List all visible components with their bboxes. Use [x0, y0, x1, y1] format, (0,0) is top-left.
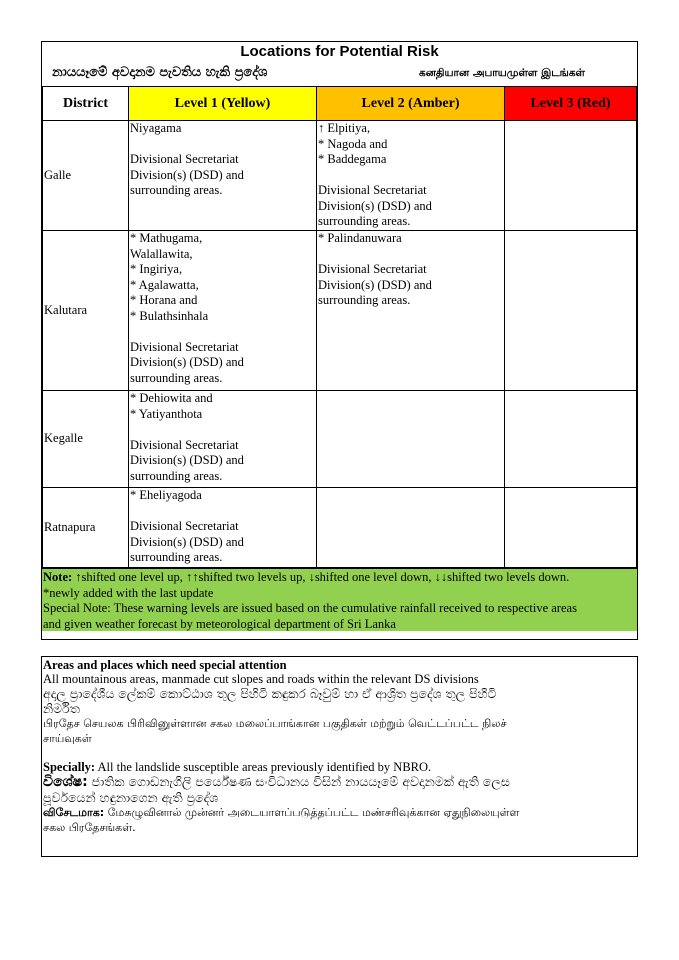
- location-line: ↑ Elpitiya,: [318, 121, 371, 135]
- line-gap: [318, 247, 503, 263]
- location-line: surrounding areas.: [130, 468, 223, 483]
- specially-label-si: විශේෂ:: [43, 774, 88, 790]
- location-line: Divisional Secretariat: [130, 519, 239, 533]
- attention-heading: Areas and places which need special attention: [43, 658, 287, 672]
- location-line: Division(s) (DSD) and: [130, 453, 244, 467]
- district-cell: Galle: [43, 121, 129, 231]
- line-gap: [130, 137, 315, 153]
- note-label: Note:: [43, 570, 73, 584]
- specially-line-en: [43, 760, 636, 774]
- specially-text-si: ජාතික ගොඩනැගිලි පර්යේෂණ සංවිධානය විසින් නායයෑමේ අවදානමක් ඇති ලෙස: [87, 774, 510, 789]
- location-line: Division(s) (DSD) and: [318, 277, 432, 292]
- location-line: * Palindanuwara: [318, 231, 402, 245]
- note-section: [42, 568, 637, 631]
- location-line: Division(s) (DSD) and: [130, 534, 244, 549]
- location-line: Divisional Secretariat: [318, 183, 427, 197]
- district-cell: Kalutara: [43, 231, 129, 391]
- line-gap: [130, 422, 315, 438]
- location-line: Niyagama: [130, 121, 182, 135]
- specially-line-ta-1: [43, 805, 636, 820]
- note-line-1: [43, 570, 636, 586]
- attention-line-ta-2: சாய்வுகள்: [43, 732, 92, 745]
- location-line: Divisional Secretariat: [130, 152, 239, 166]
- title-translations: [42, 62, 637, 86]
- location-line: * Agalawatta,: [130, 277, 199, 292]
- table-row: [43, 121, 637, 231]
- table-row: [43, 231, 637, 391]
- location-line: Walallawita,: [130, 246, 193, 261]
- line-gap: [318, 168, 503, 184]
- column-header-level1: Level 1 (Yellow): [129, 87, 317, 121]
- specially-label-ta: விசேடமாக:: [43, 806, 105, 819]
- location-line: * Eheliyagoda: [130, 488, 202, 502]
- location-line: Divisional Secretariat: [130, 437, 239, 452]
- page-title: Locations for Potential Risk: [240, 43, 439, 60]
- location-line: Division(s) (DSD) and: [130, 355, 244, 369]
- location-line: * Nagoda and: [318, 136, 388, 151]
- location-line: surrounding areas.: [318, 214, 411, 228]
- risk-table: [42, 86, 637, 568]
- specially-text-ta: மேசுழுவினால் முன்னர் அடையாளப்படுத்தப்பட்ட மண்சரிவுக்கான ஏதுநிலையுள்ள: [104, 806, 520, 819]
- note-line-2: *newly added with the last update: [43, 585, 214, 600]
- location-line: * Baddegama: [318, 152, 387, 166]
- location-line: Division(s) (DSD) and: [130, 167, 244, 182]
- district-cell: Ratnapura: [43, 488, 129, 568]
- level3-cell: [505, 121, 637, 231]
- location-line: * Ingiriya,: [130, 262, 183, 276]
- location-line: surrounding areas.: [130, 183, 223, 197]
- level1-cell: [129, 391, 317, 488]
- line-gap: [130, 504, 315, 520]
- note-line-3: Special Note: These warning levels are issued based on the cumulative rainfall received to respective areas: [43, 601, 577, 615]
- title-sinhala: නායයෑමේ අවදානම පැවතිය හැකි ප්‍රදේශ: [52, 65, 268, 80]
- specially-line-si-2: පූර්වයෙන් හඳුනාගෙන ඇති ප්‍රදේශ: [43, 790, 219, 805]
- title-tamil: கனதியான அபாயமுள்ள இடங்கள்: [419, 67, 586, 79]
- location-line: * Yatiyanthota: [130, 406, 203, 421]
- level1-cell: [129, 488, 317, 568]
- column-header-level3: Level 3 (Red): [505, 87, 637, 121]
- location-line: Division(s) (DSD) and: [318, 198, 432, 213]
- specially-text: All the landslide susceptible areas previously identified by NBRO.: [95, 760, 432, 774]
- attention-line-si-1: අදාල ප්‍රාදේශීය ලේකම් කොට්ඨාශ තුල පිහිටි කඳුකර බෑවුම් හා ඒ ආශ්‍රිත ප්‍රදේශ තුල පිහිටි: [43, 686, 497, 701]
- location-line: surrounding areas.: [130, 550, 223, 564]
- special-attention-panel: [41, 656, 638, 857]
- location-line: surrounding areas.: [130, 370, 223, 385]
- level1-cell: [129, 121, 317, 231]
- table-row: [43, 391, 637, 488]
- specially-line-si-1: [43, 774, 636, 790]
- location-line: Divisional Secretariat: [130, 339, 239, 354]
- level2-cell: [317, 231, 505, 391]
- table-body: [43, 121, 637, 568]
- specially-line-ta-2: சகல பிரதேசங்கள்.: [43, 821, 136, 834]
- level3-cell: [505, 488, 637, 568]
- attention-line-en: All mountainous areas, manmade cut slopes and roads within the relevant DS divisions: [43, 672, 479, 686]
- specially-label: Specially:: [43, 760, 96, 774]
- level2-cell: [317, 121, 505, 231]
- location-line: surrounding areas.: [318, 293, 411, 307]
- level2-cell: [317, 488, 505, 568]
- level1-cell: [129, 231, 317, 391]
- attention-line-si-2: නිර්මිත: [43, 701, 80, 716]
- level3-cell: [505, 391, 637, 488]
- location-line: * Dehiowita and: [130, 391, 213, 405]
- column-header-district: District: [43, 87, 129, 121]
- line-gap: [130, 324, 315, 340]
- note-arrows-legend: ↑shifted one level up, ↑↑shifted two levels up, ↓shifted one level down, ↓↓shifted two levels down.: [72, 570, 570, 584]
- table-header-row: [43, 87, 637, 121]
- level2-cell: [317, 391, 505, 488]
- location-line: * Mathugama,: [130, 231, 203, 245]
- location-line: * Bulathsinhala: [130, 308, 209, 323]
- column-header-level2: Level 2 (Amber): [317, 87, 505, 121]
- risk-locations-panel: [41, 41, 638, 640]
- table-row: [43, 488, 637, 568]
- location-line: * Horana and: [130, 293, 198, 307]
- district-cell: Kegalle: [43, 391, 129, 488]
- note-line-4: and given weather forecast by meteorological department of Sri Lanka: [43, 616, 396, 631]
- level3-cell: [505, 231, 637, 391]
- location-line: Divisional Secretariat: [318, 262, 427, 276]
- attention-line-ta-1: பிரதேச செயலக பிரிவினுள்ளான சகல மலைப்பாங்கான பகுதிகள் மற்றும் வெட்டப்பட்ட நிலச்: [43, 717, 507, 730]
